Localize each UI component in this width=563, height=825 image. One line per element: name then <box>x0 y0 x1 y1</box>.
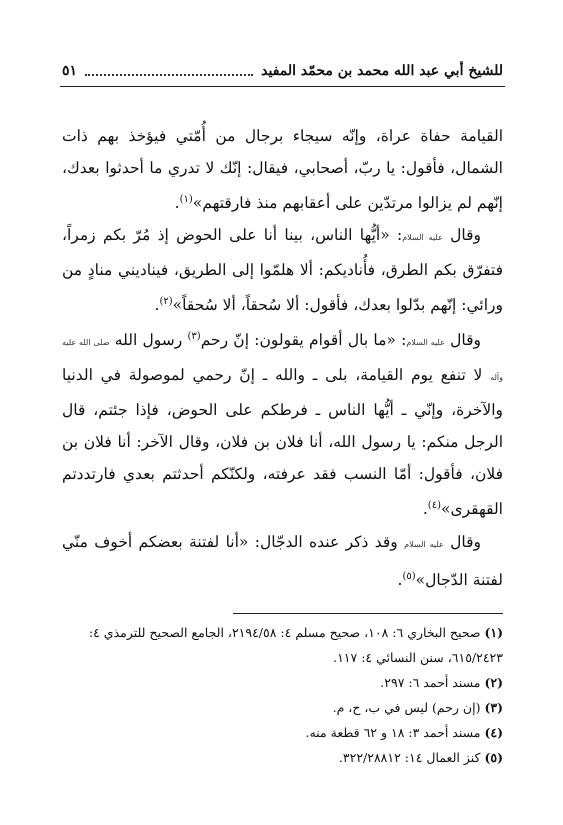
footnote-3 <box>62 695 503 720</box>
footnote-2 <box>62 670 503 695</box>
main-text <box>62 120 503 596</box>
paragraph-lead: وقال <box>450 532 481 551</box>
footnote-5 <box>62 745 503 770</box>
paragraph-tail: . <box>422 500 428 519</box>
footnote-4 <box>62 720 503 745</box>
footnote-text: صحيح البخاري ٦: ١٠٨، صحيح مسلم ٤: ٢١٩٤/٥٨، الجامع الصحيح للترمذي ٤: ٦١٥/٢٤٢٣، سنن النسائي ٤: ١١٧. <box>88 625 503 665</box>
honorific: صلى الله عليه وآله <box>62 338 503 383</box>
paragraph-text: لا تنفع يوم القيامة، بلى ـ والله ـ إنّ رحمي لموصولة في الدنيا والآخرة، وإنّي ـ أيُّها الناس ـ فرطكم على الحوض، فإذا جئتم، قال الرجل منكم: يا رسول الله، أنا فلان بن فلان، وقال الآخر: أنا فلان بن فلان، فأقول: أمّا النسب فقد عرفته، ولكنّكم أحدثتم بعدي فارتددتم القهقرى» <box>62 366 503 519</box>
header-rule <box>60 86 505 87</box>
honorific: عليه السلام <box>402 233 443 243</box>
footnote-ref[interactable]: (١) <box>179 194 193 205</box>
running-title: للشيخ أبي عبد الله محمد بن محمّد المفيد <box>261 63 503 79</box>
footnote-text: مسند أحمد ٣: ١٨ و ٦٢ قطعة منه. <box>305 725 481 740</box>
honorific: عليه السلام <box>406 338 445 348</box>
paragraph-text: وقد ذكر عنده الدجّال: «أنا لفتنة بعضكم أخوف منّي لفتنة الدّجال» <box>62 532 503 589</box>
footnote-text: مسند أحمد ٦: ٢٩٧. <box>380 675 481 690</box>
footnote-number: (٢) <box>484 675 503 690</box>
footnotes <box>62 620 503 770</box>
footnote-ref[interactable]: (٣) <box>187 331 201 343</box>
page-number: ٥١ <box>62 63 78 79</box>
footnote-1 <box>62 620 503 670</box>
footnote-rule <box>233 613 503 614</box>
footnote-ref[interactable]: (٤) <box>427 500 441 512</box>
footnote-ref[interactable]: (٥) <box>402 570 416 582</box>
footnote-ref[interactable]: (٢) <box>159 296 173 308</box>
footnote-number: (١) <box>484 625 503 640</box>
footnote-text: (إن رحم) ليس في ب، ح، م. <box>332 700 481 715</box>
paragraph-tail: . <box>154 296 160 315</box>
paragraph-lead: وقال <box>450 226 481 245</box>
honorific: عليه السلام <box>404 539 444 549</box>
paragraph-text: القيامة حفاة عراة، وإنّه سيجاء برجال من أُمّتي فيؤخذ بهم ذات الشمال، فأقول: يا ربّ، أصحابي، فيقال: إنّك لا تدري ما أحدثوا بعدك، إنّهم لم يزالوا مرتدّين على أعقابهم منذ فارقتهم» <box>62 127 503 213</box>
paragraph-text: رسول الله <box>114 331 188 350</box>
paragraph-3 <box>62 321 503 525</box>
paragraph-tail: . <box>397 570 403 589</box>
footnote-text: كنز العمال ١٤: ٣٢٢/٢٨٨١٢. <box>338 750 481 765</box>
paragraph-lead: وقال <box>450 331 481 350</box>
paragraph-4 <box>62 526 503 596</box>
footnote-number: (٣) <box>484 700 503 715</box>
header-leader-dots <box>85 64 253 76</box>
footnote-number: (٥) <box>484 750 503 765</box>
paragraph-text: : «ما بال أقوام يقولون: إنّ رحم <box>200 331 407 350</box>
running-header <box>62 56 503 86</box>
paragraph-text: : «أيُّها الناس، بينا أنا على الحوض إذ مُرّ بكم زمراً، فتفرّق بكم الطرق، فأُناديكم: ألا هلمّوا إلى الطريق، فيناديني منادٍ من ورائي: إنّهم بدّلوا بعدك، فأقول: ألا سُحقاً، ألا سُحقاً» <box>62 226 503 315</box>
paragraph-2 <box>62 219 503 321</box>
footnote-number: (٤) <box>484 725 503 740</box>
paragraph-1 <box>62 120 503 219</box>
paragraph-tail: . <box>174 194 180 213</box>
